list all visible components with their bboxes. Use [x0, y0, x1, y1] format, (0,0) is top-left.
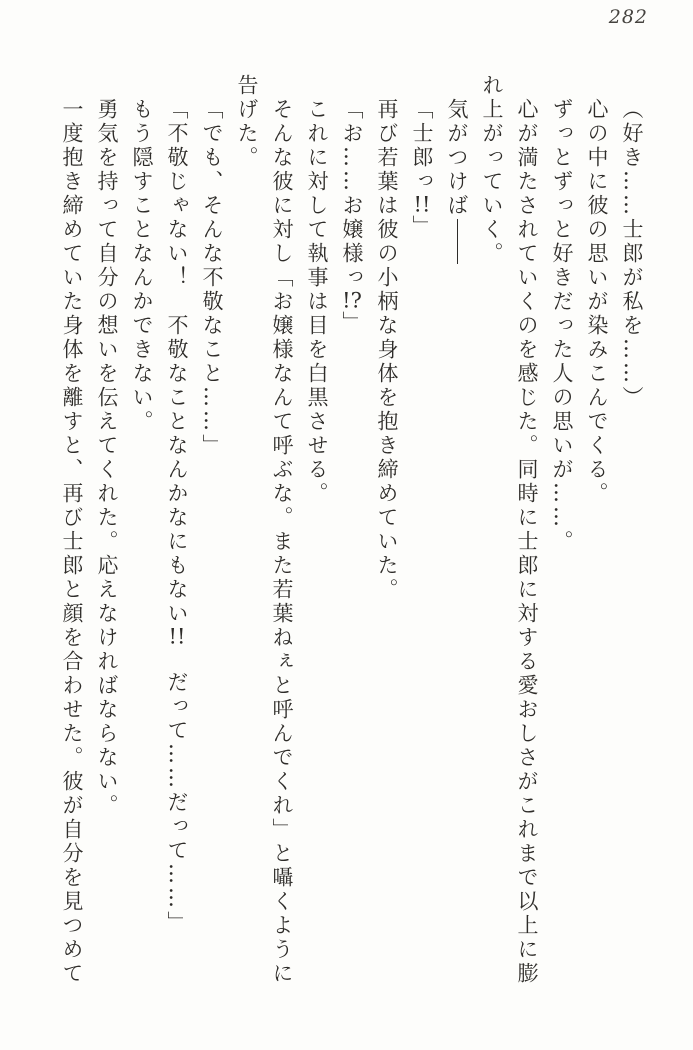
text-line: 心の中に彼の思いが染みこんでくる。 — [585, 98, 609, 506]
text-line: 再び若葉は彼の小柄な身体を抱き締めていた。 — [375, 98, 399, 602]
text-line: 心が満たされていくのを感じた。同時に士郎に対する愛おしさがこれまで以上に膨 — [515, 98, 539, 986]
text-line: 勇気を持って自分の想いを伝えてくれた。応えなければならない。 — [95, 98, 119, 818]
text-line: 「不敬じゃない！ 不敬なことなんかなにもない!! だって……だって……」 — [165, 98, 189, 935]
page-number: 282 — [608, 6, 648, 28]
text-line: もう隠すことなんかできない。 — [130, 98, 154, 434]
text-line: れ上がっていく。 — [480, 74, 504, 266]
text-line: ずっとずっと好きだった人の思いが……。 — [550, 98, 574, 554]
text-line: そんな彼に対し「お嬢様なんて呼ぶな。また若葉ねぇと呼んでくれ」と囁くように — [270, 98, 294, 986]
text-line: これに対して執事は目を白黒させる。 — [305, 98, 329, 506]
tatechuyoko: !! — [413, 194, 431, 215]
tatechuyoko: !? — [342, 290, 362, 311]
tatechuyoko: !! — [168, 626, 186, 647]
text-line: 気がつけば — [439, 74, 474, 994]
text-line: 一度抱き締めていた身体を離すと、再び士郎と顔を合わせた。彼が自分を見つめて — [60, 98, 84, 986]
text-line: 「でも、そんな不敬なこと……」 — [200, 98, 224, 458]
text-line: 「お……お嬢様っ!?」 — [340, 98, 364, 335]
page-text — [54, 74, 649, 994]
text-line: （好き……士郎が私を……） — [620, 98, 644, 410]
text-line: 告げた。 — [235, 74, 259, 170]
em-dash — [447, 218, 468, 265]
text-line: 「士郎っ!!」 — [410, 98, 434, 239]
